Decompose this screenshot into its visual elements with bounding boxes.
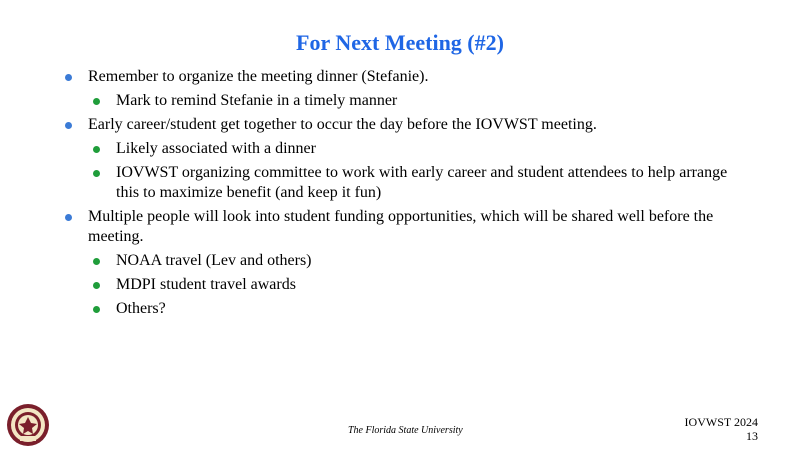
bullet-dot-icon (93, 282, 100, 289)
slide-title: For Next Meeting (#2) (296, 30, 504, 55)
sub-bullet-item (90, 91, 754, 111)
sub-bullet-text: Others? (116, 300, 166, 317)
bullet-text: Multiple people will look into student funding opportunities, which will be shared well before the meeting. (88, 208, 714, 245)
page-number: 13 (746, 429, 758, 443)
sub-bullet-text: NOAA travel (Lev and others) (116, 252, 312, 269)
footer-event-page (685, 415, 758, 443)
bullet-item (64, 207, 754, 247)
bullet-dot-icon (93, 170, 100, 177)
bullet-text: Early career/student get together to occur the day before the IOVWST meeting. (88, 116, 597, 133)
sub-bullet-text: Mark to remind Stefanie in a timely manner (116, 92, 398, 109)
sub-bullet-item (90, 251, 754, 271)
sub-bullet-text: IOVWST organizing committee to work with early career and student attendees to help arrange this to maximize benefit (and keep it fun) (116, 164, 728, 201)
sub-bullet-text: MDPI student travel awards (116, 276, 296, 293)
sub-bullet-text: Likely associated with a dinner (116, 140, 316, 157)
footer-event: IOVWST 2024 (684, 415, 758, 429)
bullet-dot-icon (93, 306, 100, 313)
bullet-list (64, 67, 754, 323)
bullet-text: Remember to organize the meeting dinner (Stefanie). (88, 68, 429, 85)
sub-bullet-item (90, 299, 754, 319)
sub-bullet-item (90, 275, 754, 295)
bullet-item (64, 115, 754, 135)
bullet-dot-icon (65, 74, 72, 81)
bullet-item (64, 67, 754, 87)
bullet-dot-icon (65, 214, 72, 221)
bullet-dot-icon (65, 122, 72, 129)
sub-bullet-item (90, 139, 754, 159)
bullet-dot-icon (93, 258, 100, 265)
sub-bullet-item (90, 163, 754, 203)
footer-university: The Florida State University (348, 425, 463, 436)
bullet-dot-icon (93, 146, 100, 153)
bullet-dot-icon (93, 98, 100, 105)
fsu-seal-logo (6, 403, 50, 447)
